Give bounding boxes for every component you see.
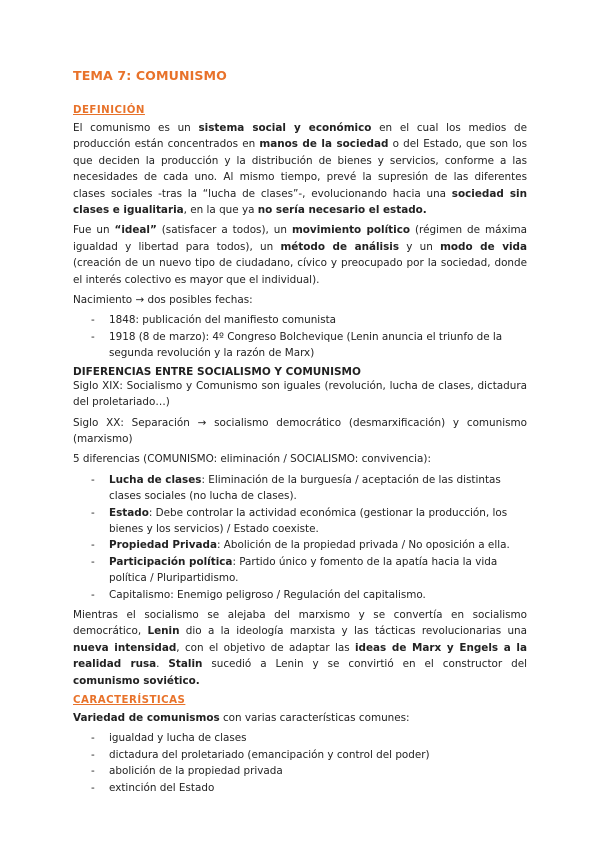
list-item (73, 587, 527, 603)
paragraph-ideal (73, 222, 527, 288)
text-run: en el cual los medios de producción están concentrados en (73, 122, 527, 151)
bullet-dash: - (91, 330, 95, 343)
bold-text: Estado (109, 506, 149, 519)
bullet-dash: - (91, 765, 95, 778)
text-run: Fue un (73, 224, 115, 237)
text-run: o del Estado, que son los que deciden la producción y la distribución de bienes y servicios, conforme a las necesidades de cada uno. Al mismo tiempo, prevé la supresión de las diferentes clases sociales -tras la “lucha de clases”-, evolucionando hacia una (73, 138, 527, 200)
text-run: . (156, 658, 169, 671)
paragraph-definition (73, 120, 527, 218)
bullet-dash: - (91, 588, 95, 601)
bullet-dash: - (91, 314, 95, 327)
bold-text: Propiedad Privada (109, 539, 217, 552)
paragraph-cinco-diferencias: 5 diferencias (COMUNISMO: eliminación / SOCIALISMO: convivencia): (73, 453, 431, 466)
paragraph-siglo-xix: Siglo XIX: Socialismo y Comunismo son iguales (revolución, lucha de clases, dictadura del proletariado…) (73, 379, 527, 409)
list-item-text: abolición de la propiedad privada (109, 765, 283, 778)
list-item-text: igualdad y lucha de clases (109, 732, 247, 745)
list-fechas (73, 312, 527, 361)
list-item-text: 1848: publicación del manifiesto comunista (109, 314, 337, 327)
text-run: y un (399, 240, 441, 253)
list-item-text: 1918 (8 de marzo): 4º Congreso Bolchevique (Lenin anuncia el triunfo de la segunda revolución y la razón de Marx) (109, 330, 503, 360)
paragraph-nacimiento: Nacimiento → dos posibles fechas: (73, 294, 253, 307)
list-item (73, 505, 527, 538)
page-title: TEMA 7: COMUNISMO (73, 68, 227, 83)
text-run: (creación de un nuevo tipo de ciudadano, cívico y preocupado por la sociedad, donde el interés colectivo es mayor que el individual). (73, 257, 527, 286)
bold-text: Participación política (109, 555, 233, 568)
text-run: : Partido único y fomento de la apatía hacia la vida política / Pluripartidismo. (109, 555, 498, 585)
text-run: , en la que ya (183, 204, 258, 217)
bold-text: “ideal” (114, 224, 157, 237)
text-run: sucedió a Lenin y se convirtió en el constructor del (202, 658, 527, 671)
bold-text: Stalin (168, 658, 203, 671)
section-heading-caracteristicas: CARACTERÍSTICAS (73, 695, 186, 706)
bold-text: comunismo soviético. (73, 674, 200, 687)
bullet-dash: - (91, 506, 95, 519)
bold-text: sistema social y económico (198, 122, 372, 134)
list-item (73, 537, 527, 553)
bullet-dash: - (91, 539, 95, 552)
text-run: Mientras el socialismo se alejaba del marxismo y se convertía en socialismo democrático, (73, 608, 527, 638)
bold-text: Lenin (147, 625, 180, 638)
bullet-dash: - (91, 732, 95, 745)
bold-text: sociedad sin clases e igualitaria (73, 187, 527, 217)
text-run: El comunismo es un (73, 122, 199, 134)
list-item (73, 554, 527, 587)
list-item (73, 763, 527, 779)
bold-text: movimiento político (291, 224, 411, 237)
list-item (73, 312, 527, 328)
subheading-diferencias: DIFERENCIAS ENTRE SOCIALISMO Y COMUNISMO (73, 365, 361, 378)
bold-text: método de análisis (280, 240, 400, 253)
list-item (73, 747, 527, 763)
bold-text: Lucha de clases (109, 473, 202, 486)
bold-text: manos de la sociedad (259, 138, 389, 151)
list-item (73, 730, 527, 746)
bold-text: no sería necesario el estado. (257, 204, 427, 217)
paragraph-siglo-xx: Siglo XX: Separación → socialismo democrático (desmarxificación) y comunismo (marxismo) (73, 416, 527, 445)
section-heading-definicion: DEFINICIÓN (73, 105, 145, 116)
bold-text: modo de vida (440, 240, 528, 253)
bullet-dash: - (91, 473, 95, 486)
bold-text: nueva intensidad (73, 641, 177, 654)
text-run: dio a la ideología marxista y las tácticas revolucionarias una (179, 625, 527, 638)
text-run: Capitalismo: Enemigo peligroso / Regulación del capitalismo. (109, 588, 426, 601)
text-run: : Abolición de la propiedad privada / No oposición a ella. (216, 539, 510, 552)
list-item (73, 780, 527, 796)
bullet-dash: - (91, 748, 95, 761)
list-item-text: extinción del Estado (109, 781, 215, 794)
list-item-text: dictadura del proletariado (emancipación y control del poder) (109, 748, 430, 761)
bold-text: Variedad de comunismos (73, 712, 220, 724)
paragraph-lenin-stalin (73, 607, 527, 689)
text-run: con varias características comunes: (219, 712, 410, 724)
bold-text: ideas de Marx y Engels a la realidad rusa (73, 641, 527, 671)
bullet-dash: - (91, 555, 95, 568)
bullet-dash: - (91, 781, 95, 794)
list-diferencias (73, 472, 527, 603)
text-run: (régimen de máxima igualdad y libertad para todos), un (73, 224, 528, 253)
text-run: : Debe controlar la actividad económica (gestionar la producción, los bienes y los servicios) / Estado coexiste. (109, 506, 508, 535)
text-run: : Eliminación de la burguesía / aceptación de las distintas clases sociales (no lucha de clases). (109, 473, 501, 503)
text-run: (satisfacer a todos), un (156, 224, 292, 237)
list-item (73, 329, 527, 362)
text-run: , con el objetivo de adaptar las (176, 641, 355, 654)
list-item (73, 472, 527, 505)
list-caracteristicas (73, 730, 527, 796)
paragraph-variedad (73, 710, 527, 726)
